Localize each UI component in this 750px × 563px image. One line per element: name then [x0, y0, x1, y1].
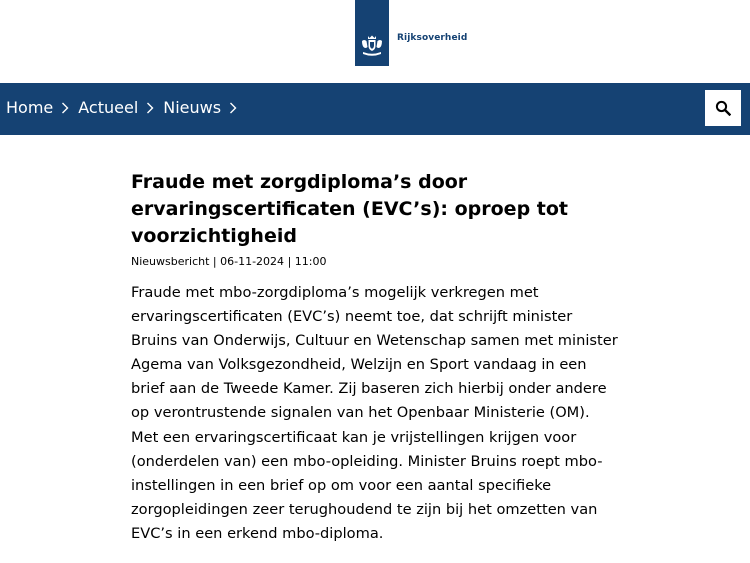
article — [131, 169, 621, 546]
chevron-right-icon — [60, 101, 70, 115]
logo-text: Rijksoverheid — [397, 33, 468, 43]
article-date: 06-11-2024 — [220, 255, 285, 268]
breadcrumb-bar — [0, 83, 750, 135]
chevron-right-icon — [228, 101, 238, 115]
site-logo-link[interactable] — [355, 0, 389, 66]
search-icon — [715, 100, 731, 116]
article-meta — [131, 255, 621, 269]
article-time: 11:00 — [294, 255, 327, 268]
breadcrumb-home[interactable]: Home — [6, 98, 54, 117]
rijksoverheid-coat-of-arms-icon — [359, 32, 385, 58]
breadcrumb-nieuws[interactable]: Nieuws — [163, 98, 222, 117]
article-lead-paragraph: Fraude met mbo-zorgdiploma’s mogelijk verkregen met ervaringscertificaten (EVC’s) neemt toe, dat schrijft minister Bruins van Onderwijs, Cultuur en Wetenschap samen met minister Agema van Volksgezondheid, Welzijn en Sport vandaag in een brief aan de Tweede Kamer. Zij baseren zich hierbij onder andere op verontrustende signalen van het Openbaar Ministerie (OM). Met een ervaringscertificaat kan je vrijstellingen krijgen voor (onderdelen van) een mbo-opleiding. Minister Bruins roept mbo-instellingen in een brief op om voor een aantal specifieke zorgopleidingen zeer terughoudend te zijn bij het omzetten van EVC’s in een erkend mbo-diploma. — [131, 284, 618, 542]
breadcrumb-actueel[interactable]: Actueel — [78, 98, 139, 117]
meta-separator: | — [212, 255, 221, 268]
chevron-right-icon — [145, 101, 155, 115]
meta-separator: | — [287, 255, 295, 268]
article-title: Fraude met zorgdiploma’s door ervaringscertificaten (EVC’s): oproep tot voorzichtigheid — [131, 171, 568, 247]
breadcrumb — [6, 98, 246, 117]
article-type: Nieuwsbericht — [131, 255, 210, 268]
site-header — [0, 0, 750, 83]
search-button[interactable] — [705, 90, 741, 126]
